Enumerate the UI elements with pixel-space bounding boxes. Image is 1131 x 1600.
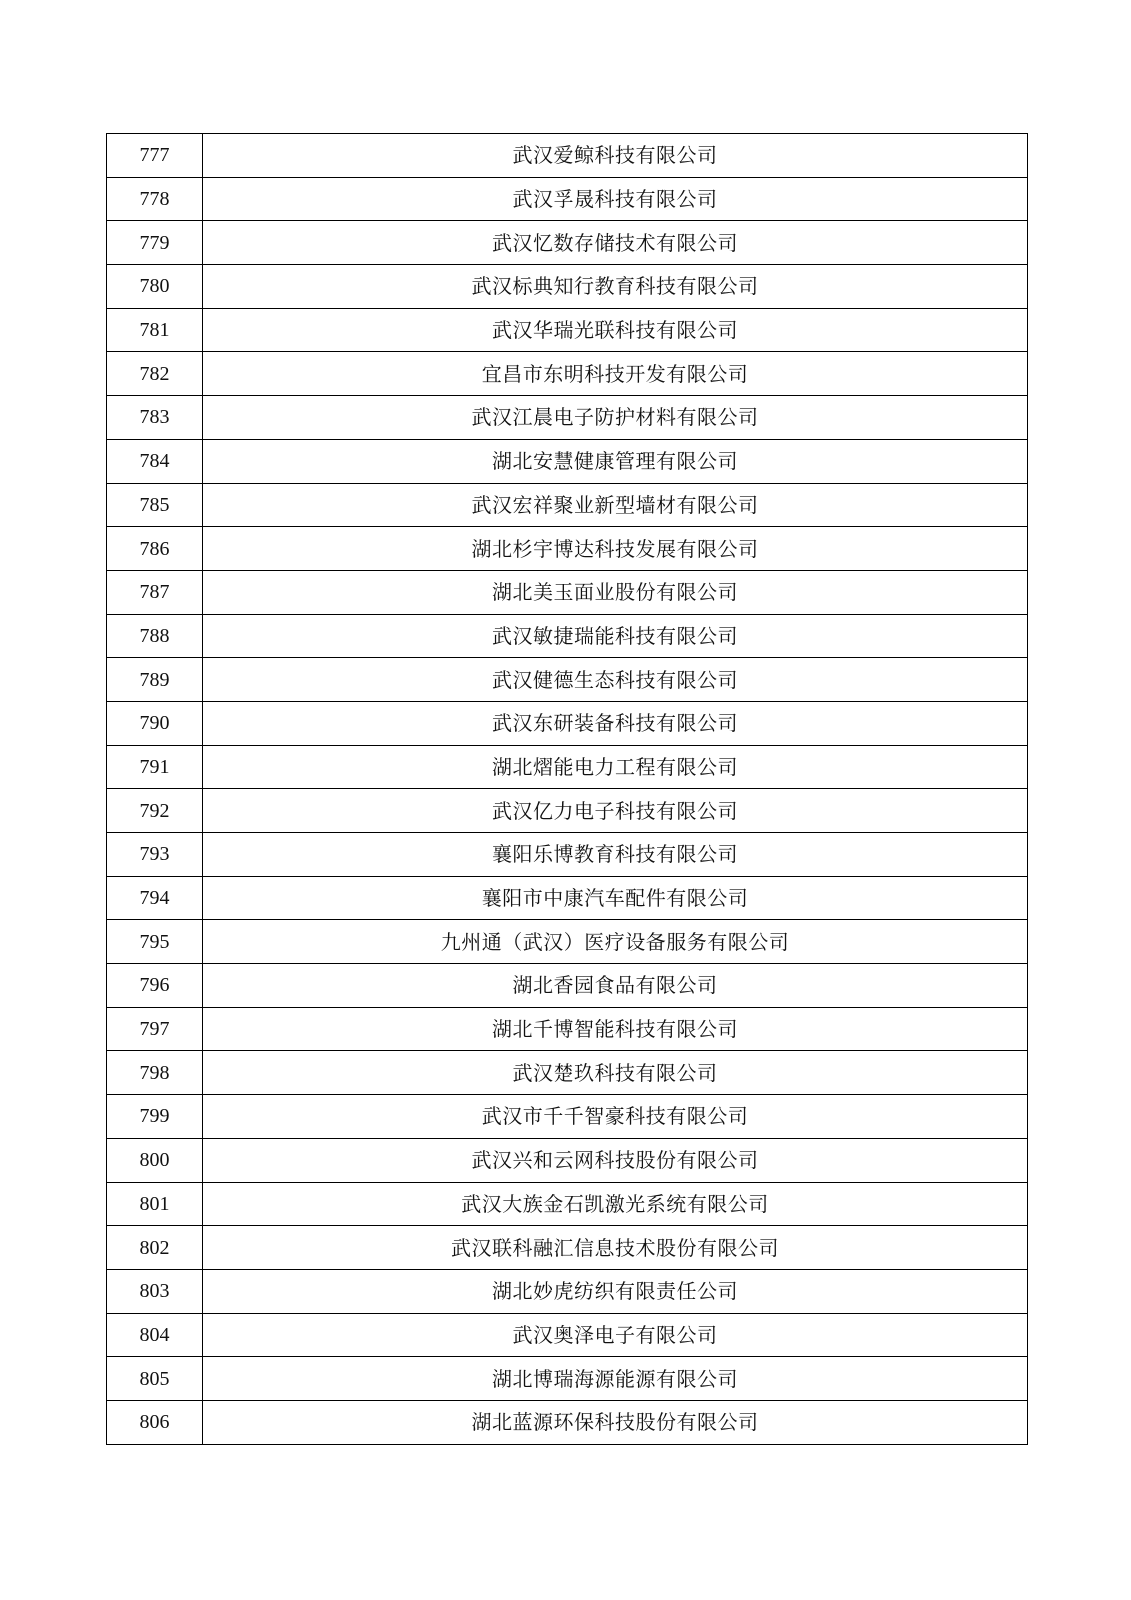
table-row bbox=[107, 265, 1028, 309]
row-number: 806 bbox=[107, 1400, 203, 1444]
table-row bbox=[107, 1357, 1028, 1401]
company-name: 武汉亿力电子科技有限公司 bbox=[203, 789, 1028, 833]
company-name: 武汉忆数存储技术有限公司 bbox=[203, 221, 1028, 265]
table-row bbox=[107, 1095, 1028, 1139]
table-row bbox=[107, 920, 1028, 964]
row-number: 792 bbox=[107, 789, 203, 833]
table-row bbox=[107, 658, 1028, 702]
table-row bbox=[107, 483, 1028, 527]
table-row bbox=[107, 352, 1028, 396]
company-name: 武汉健德生态科技有限公司 bbox=[203, 658, 1028, 702]
table-row bbox=[107, 876, 1028, 920]
company-name: 湖北蓝源环保科技股份有限公司 bbox=[203, 1400, 1028, 1444]
company-name: 襄阳乐博教育科技有限公司 bbox=[203, 833, 1028, 877]
company-name: 武汉奥泽电子有限公司 bbox=[203, 1313, 1028, 1357]
company-name: 武汉孚晟科技有限公司 bbox=[203, 177, 1028, 221]
company-name: 武汉标典知行教育科技有限公司 bbox=[203, 265, 1028, 309]
company-name: 武汉敏捷瑞能科技有限公司 bbox=[203, 614, 1028, 658]
table-row bbox=[107, 527, 1028, 571]
company-name: 宜昌市东明科技开发有限公司 bbox=[203, 352, 1028, 396]
table-row bbox=[107, 833, 1028, 877]
table-row bbox=[107, 570, 1028, 614]
row-number: 802 bbox=[107, 1226, 203, 1270]
row-number: 801 bbox=[107, 1182, 203, 1226]
table-row bbox=[107, 1007, 1028, 1051]
company-name: 湖北美玉面业股份有限公司 bbox=[203, 570, 1028, 614]
company-name: 湖北安慧健康管理有限公司 bbox=[203, 439, 1028, 483]
company-name: 武汉兴和云网科技股份有限公司 bbox=[203, 1138, 1028, 1182]
row-number: 786 bbox=[107, 527, 203, 571]
company-name: 湖北妙虎纺织有限责任公司 bbox=[203, 1269, 1028, 1313]
table-row bbox=[107, 614, 1028, 658]
company-name: 武汉江晨电子防护材料有限公司 bbox=[203, 396, 1028, 440]
table-row bbox=[107, 177, 1028, 221]
table-row bbox=[107, 964, 1028, 1008]
company-name: 湖北博瑞海源能源有限公司 bbox=[203, 1357, 1028, 1401]
row-number: 778 bbox=[107, 177, 203, 221]
row-number: 798 bbox=[107, 1051, 203, 1095]
table-row bbox=[107, 1269, 1028, 1313]
table-row bbox=[107, 134, 1028, 178]
row-number: 789 bbox=[107, 658, 203, 702]
row-number: 779 bbox=[107, 221, 203, 265]
row-number: 785 bbox=[107, 483, 203, 527]
table-row bbox=[107, 1138, 1028, 1182]
row-number: 777 bbox=[107, 134, 203, 178]
row-number: 797 bbox=[107, 1007, 203, 1051]
row-number: 793 bbox=[107, 833, 203, 877]
company-list-table bbox=[106, 133, 1028, 1445]
table-row bbox=[107, 701, 1028, 745]
table-row bbox=[107, 789, 1028, 833]
row-number: 782 bbox=[107, 352, 203, 396]
table-row bbox=[107, 439, 1028, 483]
table-row bbox=[107, 1226, 1028, 1270]
table-row bbox=[107, 396, 1028, 440]
row-number: 795 bbox=[107, 920, 203, 964]
table-row bbox=[107, 308, 1028, 352]
row-number: 805 bbox=[107, 1357, 203, 1401]
company-name: 湖北香园食品有限公司 bbox=[203, 964, 1028, 1008]
table-row bbox=[107, 1313, 1028, 1357]
company-name: 九州通（武汉）医疗设备服务有限公司 bbox=[203, 920, 1028, 964]
row-number: 794 bbox=[107, 876, 203, 920]
row-number: 790 bbox=[107, 701, 203, 745]
company-name: 湖北熠能电力工程有限公司 bbox=[203, 745, 1028, 789]
row-number: 800 bbox=[107, 1138, 203, 1182]
row-number: 796 bbox=[107, 964, 203, 1008]
row-number: 804 bbox=[107, 1313, 203, 1357]
table-row bbox=[107, 745, 1028, 789]
table-row bbox=[107, 221, 1028, 265]
row-number: 799 bbox=[107, 1095, 203, 1139]
table-row bbox=[107, 1182, 1028, 1226]
company-name: 襄阳市中康汽车配件有限公司 bbox=[203, 876, 1028, 920]
row-number: 803 bbox=[107, 1269, 203, 1313]
table-body bbox=[107, 134, 1028, 1445]
company-name: 武汉大族金石凯激光系统有限公司 bbox=[203, 1182, 1028, 1226]
company-name: 武汉宏祥聚业新型墙材有限公司 bbox=[203, 483, 1028, 527]
company-name: 湖北千博智能科技有限公司 bbox=[203, 1007, 1028, 1051]
table-row bbox=[107, 1400, 1028, 1444]
company-name: 武汉联科融汇信息技术股份有限公司 bbox=[203, 1226, 1028, 1270]
row-number: 787 bbox=[107, 570, 203, 614]
company-name: 武汉华瑞光联科技有限公司 bbox=[203, 308, 1028, 352]
row-number: 783 bbox=[107, 396, 203, 440]
row-number: 784 bbox=[107, 439, 203, 483]
row-number: 788 bbox=[107, 614, 203, 658]
row-number: 781 bbox=[107, 308, 203, 352]
row-number: 780 bbox=[107, 265, 203, 309]
company-name: 武汉楚玖科技有限公司 bbox=[203, 1051, 1028, 1095]
company-name: 武汉爱鲸科技有限公司 bbox=[203, 134, 1028, 178]
company-name: 武汉东研装备科技有限公司 bbox=[203, 701, 1028, 745]
table-row bbox=[107, 1051, 1028, 1095]
company-name: 武汉市千千智豪科技有限公司 bbox=[203, 1095, 1028, 1139]
row-number: 791 bbox=[107, 745, 203, 789]
company-name: 湖北杉宇博达科技发展有限公司 bbox=[203, 527, 1028, 571]
